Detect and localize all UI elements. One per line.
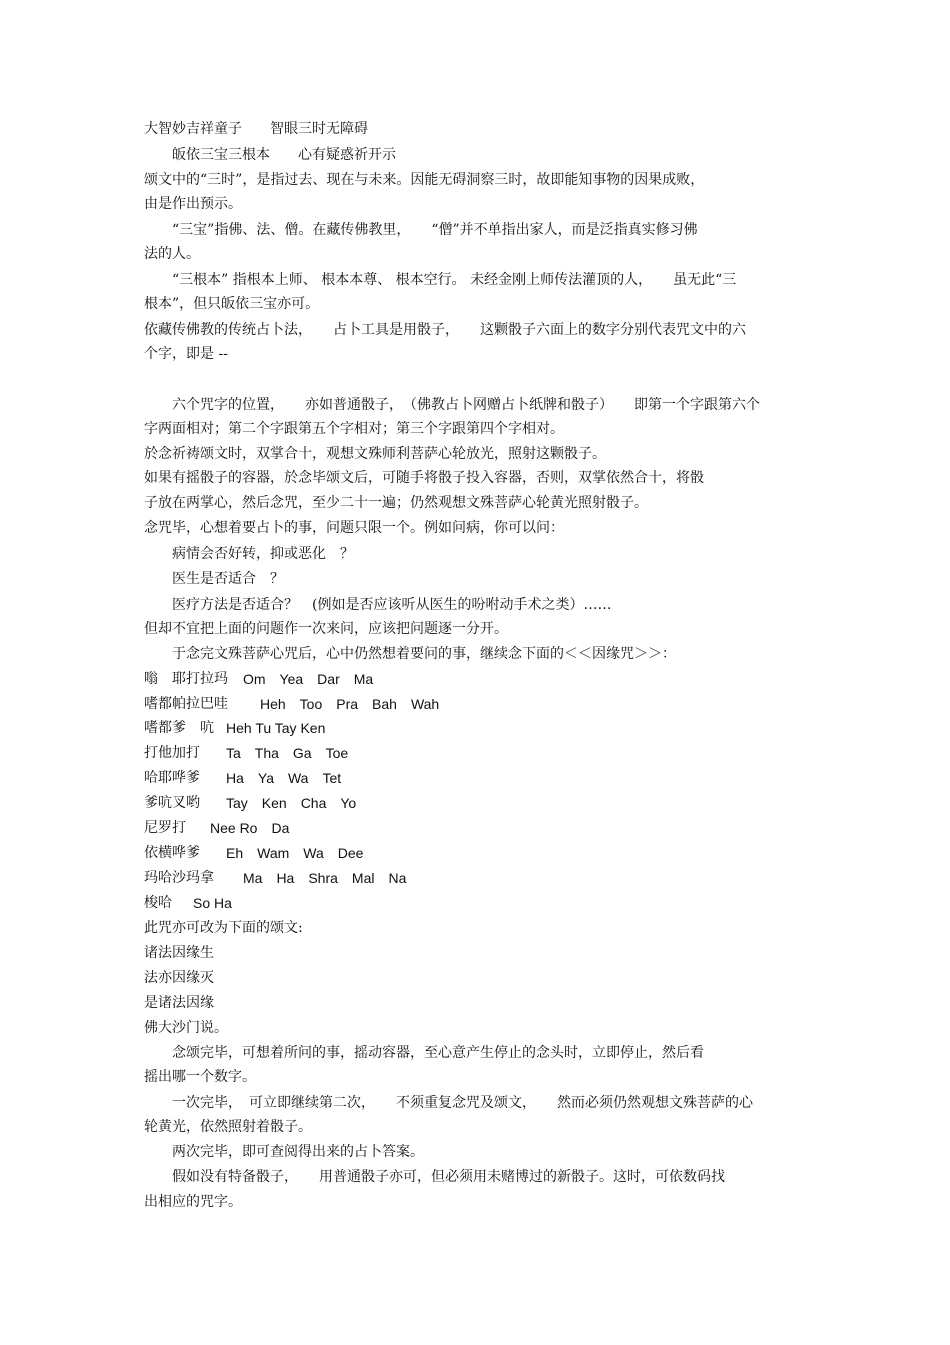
mantra-chinese: 梭哈	[144, 895, 172, 911]
paragraph-line: 于念完文殊菩萨心咒后，心中仍然想着要问的事，继续念下面的＜＜因缘咒＞＞：	[144, 646, 676, 662]
mantra-chinese: 嗜都爹 吭	[144, 720, 214, 736]
mantra-line	[144, 844, 364, 862]
verse-line: 是诸法因缘	[144, 995, 214, 1011]
paragraph-line: 念颂完毕，可想着所问的事，摇动容器，至心意产生停止的念头时，立即停止，然后看	[144, 1045, 704, 1061]
mantra-line	[144, 769, 342, 787]
paragraph-line: 如果有摇骰子的容器，於念毕颂文后，可随手将骰子投入容器，否则，双掌依然合十，将骰	[144, 470, 704, 486]
paragraph-line: 法的人。	[144, 246, 200, 262]
paragraph-line: 摇出哪一个数字。	[144, 1069, 256, 1085]
verse-line-2: 皈依三宝三根本 心有疑惑祈开示	[144, 147, 396, 163]
paragraph-line: “三根本” 指根本上师、 根本本尊、 根本空行。 未经金刚上师传法灌顶的人， 虽无此“三	[144, 272, 737, 288]
mantra-line	[144, 794, 357, 812]
paragraph-line: 出相应的咒字。	[144, 1194, 242, 1210]
mantra-chinese: 嗜都帕拉巴哇	[144, 696, 228, 712]
verse-line: 法亦因缘灭	[144, 970, 214, 986]
mantra-romanized: Nee Ro Da	[210, 820, 290, 836]
mantra-romanized: Eh Wam Wa Dee	[226, 845, 364, 861]
mantra-chinese: 嗡 耶打拉玛	[144, 671, 228, 687]
mantra-line	[144, 819, 290, 837]
mantra-chinese: 依横哗爹	[144, 845, 200, 861]
mantra-line	[144, 744, 349, 762]
paragraph-line: 由是作出预示。	[144, 196, 242, 212]
mantra-chinese: 哈耶哗爹	[144, 770, 200, 786]
paragraph-line: 此咒亦可改为下面的颂文:	[144, 920, 303, 936]
mantra-romanized: Ma Ha Shra Mal Na	[243, 870, 407, 886]
mantra-romanized: Tay Ken Cha Yo	[226, 795, 357, 811]
paragraph-line: 两次完毕，即可查阅得出来的占卜答案。	[144, 1144, 424, 1160]
paragraph-line: 轮黄光，依然照射着骰子。	[144, 1119, 312, 1135]
mantra-romanized: Ta Tha Ga Toe	[226, 745, 349, 761]
verse-line: 佛大沙门说。	[144, 1020, 228, 1036]
mantra-chinese: 打他加打	[144, 745, 200, 761]
mantra-romanized: Heh Too Pra Bah Wah	[260, 696, 440, 712]
verse-line: 诸法因缘生	[144, 945, 214, 961]
verse-line-1: 大智妙吉祥童子 智眼三时无障碍	[144, 121, 368, 137]
mantra-chinese: 玛哈沙玛拿	[144, 870, 214, 886]
mantra-chinese: 尼罗打	[144, 820, 186, 836]
mantra-line	[144, 695, 440, 713]
paragraph-line: 个字，即是 --	[144, 346, 228, 362]
paragraph-line: “三宝”指佛、法、僧。在藏传佛教里， “僧”并不单指出家人，而是泛指真实修习佛	[144, 222, 698, 238]
paragraph-line: 依藏传佛教的传统占卜法， 占卜工具是用骰子， 这颗骰子六面上的数字分别代表咒文中的六	[144, 322, 746, 338]
paragraph-line: 假如没有特备骰子， 用普通骰子亦可，但必须用未赌博过的新骰子。这时，可依数码找	[144, 1169, 725, 1185]
paragraph-line: 一次完毕， 可立即继续第二次， 不须重复念咒及颂文， 然而必须仍然观想文殊菩萨的心	[144, 1095, 753, 1111]
mantra-line	[144, 670, 374, 688]
paragraph-line: 但却不宜把上面的问题作一次来问，应该把问题逐一分开。	[144, 621, 508, 637]
paragraph-line: 字两面相对；第二个字跟第五个字相对；第三个字跟第四个字相对。	[144, 421, 564, 437]
paragraph-line: 六个咒字的位置， 亦如普通骰子， （佛教占卜网赠占卜纸牌和骰子） 即第一个字跟第六个	[144, 397, 760, 413]
paragraph-line: 颂文中的“三时”，是指过去、现在与未来。因能无碍洞察三时，故即能知事物的因果成败，	[144, 172, 705, 188]
mantra-line	[144, 869, 407, 887]
mantra-romanized: Heh Tu Tay Ken	[226, 720, 326, 736]
mantra-romanized: Om Yea Dar Ma	[243, 671, 374, 687]
paragraph-line: 於念祈祷颂文时，双掌合十，观想文殊师利菩萨心轮放光，照射这颗骰子。	[144, 446, 606, 462]
mantra-romanized: So Ha	[193, 895, 232, 911]
question-line: 病情会否好转，抑或恶化 ？	[144, 546, 354, 562]
mantra-chinese: 爹吭叉哟	[144, 795, 200, 811]
paragraph-line: 念咒毕，心想着要占卜的事，问题只限一个。例如问病，你可以问：	[144, 520, 564, 536]
mantra-romanized: Ha Ya Wa Tet	[226, 770, 342, 786]
paragraph-line: 根本”，但只皈依三宝亦可。	[144, 296, 320, 312]
paragraph-line: 子放在两掌心，然后念咒，至少二十一遍；仍然观想文殊菩萨心轮黄光照射骰子。	[144, 495, 648, 511]
mantra-line	[144, 719, 326, 737]
question-line: 医疗方法是否适合？ (例如是否应该听从医生的吩咐动手术之类）……	[144, 597, 612, 613]
question-line: 医生是否适合 ？	[144, 571, 284, 587]
mantra-line	[144, 894, 232, 912]
